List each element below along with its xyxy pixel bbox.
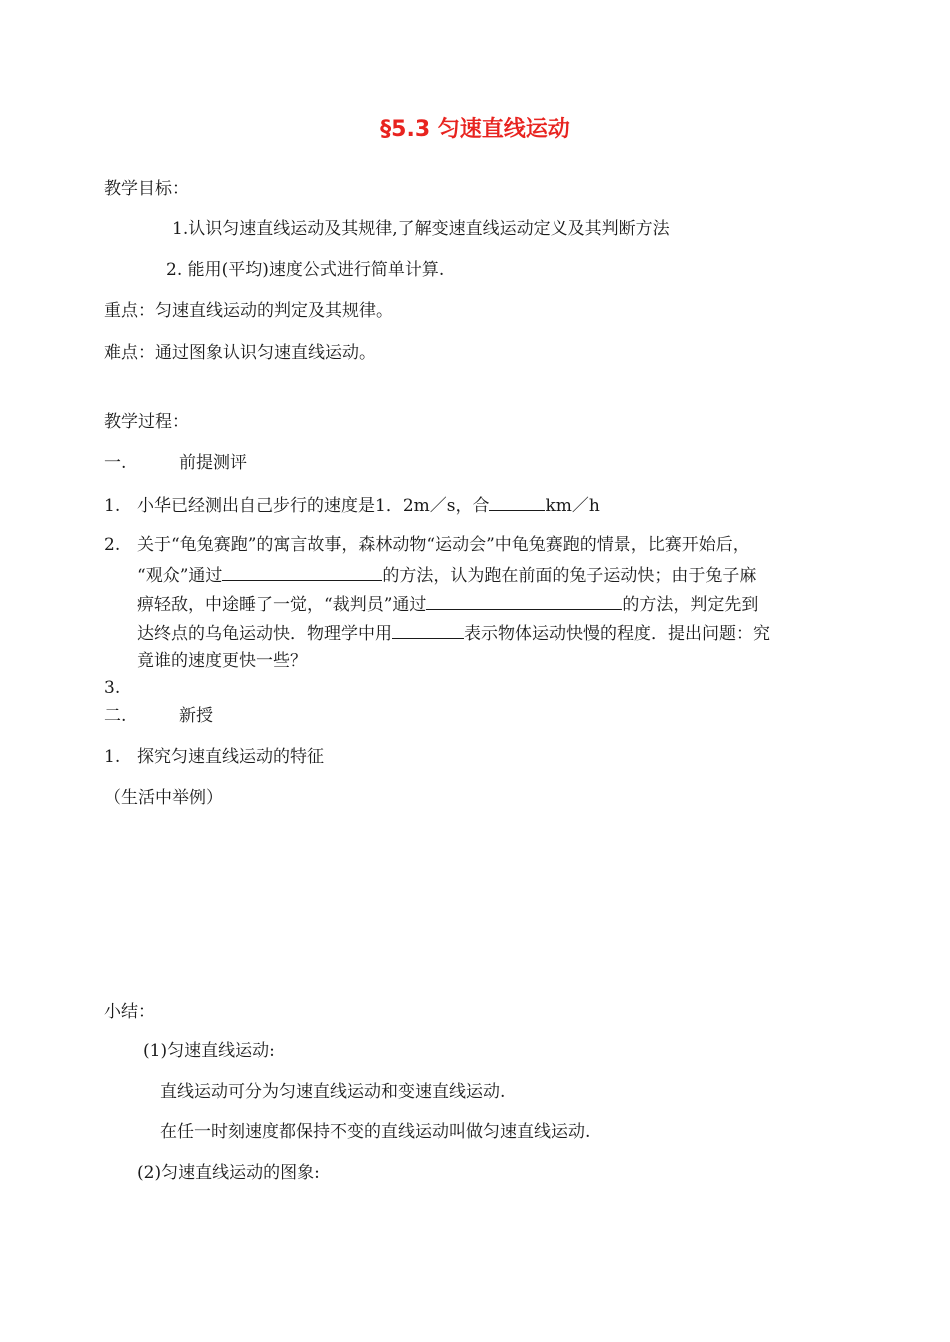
question-2-line-5: 竟谁的速度更快一些？ <box>137 651 307 671</box>
summary-item-1: (1)匀速直线运动: <box>143 1041 275 1061</box>
question-2-line-4 <box>137 620 770 646</box>
key-point: 重点：匀速直线运动的判定及其规律。 <box>104 301 393 321</box>
question-2-line-2 <box>137 562 756 588</box>
question-3-number: 3. <box>104 678 121 698</box>
summary-line-2: 在任一时刻速度都保持不变的直线运动叫做匀速直线运动. <box>160 1122 591 1142</box>
question-1-number: 1. <box>104 496 121 516</box>
section-1-title: 前提测评 <box>179 453 247 473</box>
question-2-line-3 <box>137 591 758 617</box>
blank-field <box>426 591 622 610</box>
objectives-heading: 教学目标： <box>104 179 189 199</box>
question-2-text: 的方法，判定先到 <box>622 595 759 615</box>
life-example: （生活中举例） <box>104 788 223 808</box>
question-2-line-1 <box>104 533 750 557</box>
question-2-text: 达终点的乌龟运动快．物理学中用 <box>137 624 392 644</box>
process-heading: 教学过程： <box>104 412 189 432</box>
question-2-number: 2. <box>104 535 121 555</box>
section-2-heading <box>104 704 213 728</box>
question-2-text: 关于“龟兔赛跑”的寓言故事，森林动物“运动会”中龟兔赛跑的情景，比赛开始后， <box>137 535 750 555</box>
summary-line-1: 直线运动可分为匀速直线运动和变速直线运动. <box>160 1082 506 1102</box>
question-1-text-before: 小华已经测出自己步行的速度是1．2m／s，合 <box>137 496 490 516</box>
section-1-heading <box>104 451 247 475</box>
objective-2: 2. 能用(平均)速度公式进行简单计算. <box>166 260 445 280</box>
new-item-1 <box>104 745 324 769</box>
question-2-text: 表示物体运动快慢的程度．提出问题：究 <box>464 624 770 644</box>
summary-item-2: (2)匀速直线运动的图象: <box>137 1163 320 1183</box>
blank-field <box>392 620 464 639</box>
blank-field <box>222 562 382 581</box>
question-2-text: 的方法，认为跑在前面的兔子运动快；由于兔子麻 <box>382 566 757 586</box>
page-title: §5.3 匀速直线运动 <box>380 117 570 142</box>
objective-1: 1.认识匀速直线运动及其规律,了解变速直线运动定义及其判断方法 <box>172 219 670 239</box>
blank-field <box>489 492 545 511</box>
section-2-title: 新授 <box>179 706 213 726</box>
question-1-text-after: km／h <box>545 496 600 516</box>
new-item-1-number: 1. <box>104 747 121 767</box>
new-item-1-text: 探究匀速直线运动的特征 <box>137 747 324 767</box>
question-2-text: “观众”通过 <box>137 566 223 586</box>
section-2-number: 二. <box>104 706 127 726</box>
summary-heading: 小结： <box>104 1002 155 1022</box>
section-1-number: 一. <box>104 453 127 473</box>
difficulty: 难点：通过图象认识匀速直线运动。 <box>104 343 376 363</box>
question-1 <box>104 492 600 518</box>
question-2-text: 痹轻敌，中途睡了一觉，“裁判员”通过 <box>137 595 427 615</box>
